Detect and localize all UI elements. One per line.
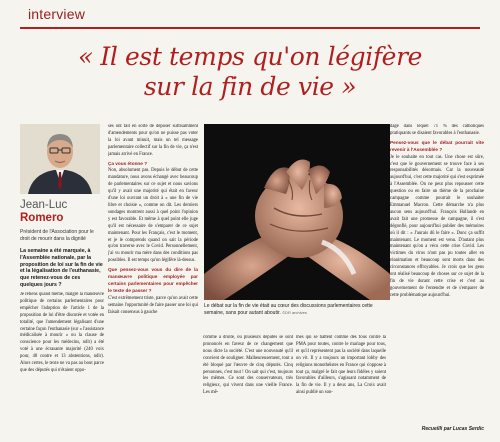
question: Pensez-vous que le débat pourrait vite revenir à l'Assemblée ? [390, 139, 484, 152]
headline [20, 42, 480, 102]
column-3-text: comme à droite, où plusieurs députés se sont prononcés en faveur de ce changement que nous dicte la société. C'est une nouveauté qu'il convient de souligner. Malheureusement, tout a été bloqué par l'œuvre de cinq députés. Cinq personnes, c'est tout ! On sait qui c'est, toujours les mêmes. Ce sont des conservateurs, très religieux, qui vivent dans une vieille France. Les mê- [203, 335, 293, 396]
column-4 [296, 335, 386, 430]
interviewee-role: Président de l'Association pour le droit de mourir dans la dignité [20, 229, 94, 242]
question: Que pensez-vous vous du dire de la manœuvre politique employée par certains parlementaires pour empêcher le texte de passer ? [108, 267, 198, 293]
column-4-text: mes qui se battent comme des fous contre la PMA pour toutes, contre le mariage pour tous, et qu'il représentent pas la société dans laquelle on vit. Il y a toujours un important lobby des religions monothéistes en France qui s'oppose à tout ça, malgré le fait que leurs fidèles y soient favorables d'ailleurs, s'agissant notamment de la fin de vie. Il y a deux ans, La Croix avait ainsi publié un son- [296, 335, 386, 396]
byline: Recueilli par Lucas Serdic [421, 426, 484, 432]
interviewee-first-name: Jean-Luc [20, 199, 68, 211]
column-2-paragraph: C'est extrêmement triste, parce qu'on avait cette semaine l'opportunité de faire passer une loi qui faisait consensus à gauche [108, 295, 198, 315]
photo-credit: ©DR archives [282, 309, 307, 315]
headline-line-2: sur la fin de vie » [143, 72, 357, 101]
interviewee-last-name: Romero [20, 212, 64, 224]
column-5-paragraph: dage dans lequel 71 % des catholiques pratiquants se disaient favorables à l'euthanasie. [390, 124, 484, 136]
interviewee-portrait [20, 124, 100, 194]
photo-caption [204, 303, 386, 316]
column-2-paragraph: sés ont fait en sorte de déposer suffisamment d'amendements pour qu'on ne puisse pas voter la loi avant minuit, mais un tel message parlementaire collectif sur la fin de vie, ça n'est jamais arrivé en France. [108, 124, 198, 157]
interviewee-name [20, 199, 104, 225]
section-rubric: interview [28, 6, 86, 22]
interviewee-caption [20, 199, 104, 242]
first-answer [20, 292, 104, 430]
photo-caption-text: Le débat sur la fin de vie était au cœur des discussions parlementaires cette semaine, sans pour autant aboutir. [204, 303, 373, 316]
headline-line-1: « Il est temps qu'on légifère [77, 42, 423, 71]
rubric-divider [20, 27, 480, 29]
first-answer-text: Je retiens quand même, malgré la manœuvre politique de certains parlementaires pour empêcher l'adoption de l'article 1 de la proposition de loi d'être discutée et votée en totalité, que l'amendement légalisant d'une certaine façon l'euthanasie (sur « l'assistance médicalisée à mourir » ou la clause de conscience pour les médecins, ndlr) a été voté à une écrasante majorité (240 voix pour, 48 contre et 13 abstentions, ndlr). Alors certes, le texte ne va pas au bout parce que des députés qui n'étaient oppo- [20, 292, 104, 373]
column-5-paragraph: Je le souhaite en tout cas. Une chose est sûre, c'est que le gouvernement se trouve face à ses responsabilités désormais. Car la nouveauté aujourd'hui, c'est cette majorité qui s'est exprimée à l'Assemblée. On ne peut plus repousser cette question ou en faire un thème de la prochaine campagne comme pourrait le souhaiter Emmanuel Macron. Cette démarche n'a plus aucun sens aujourd'hui. François Hollande en avait fait une promesse de campagne, il s'est dégonflé, pour aujourd'hui publier des mémoires où il dit : « J'aurais dû le faire ». Donc ça suffit maintenant. Le moment est venu. D'autant plus maintenant qu'on a vécu cette crise Covid. Les victimes du virus n'ont pas pu toutes aller en réanimation et beaucoup sont morts dans des circonstances effroyables. Je crois que les gens ont réalisé beaucoup de choses sur ce sujet de la fin de vie durant cette crise et c'est au gouvernement de l'entendre et de s'emparer de cette problématique aujourd'hui. [390, 154, 484, 298]
clasped-hands-photo [204, 124, 390, 300]
column-2 [108, 124, 198, 430]
first-question: La semaine a été marquée, à l'Assemblée nationale, par la proposition de loi sur la fin de vie et la légalisation de l'euthanasie, que retenez-vous de ces quelques jours ? [20, 248, 103, 288]
column-5 [390, 124, 484, 430]
column-2-paragraph: Non, absolument pas. Depuis le début de cette mandature, nous avons échangé avec beaucoup de parlementaires sur ce sujet et nous savions qu'il y avait une majorité qui était en faveur d'une loi ouvrant un droit à « une fin de vie libre et choisie », comme on dit. Les derniers sondages montrent aussi à quel point l'opinion y est favorable. Et même à quel point elle juge qu'il est nécessaire de s'emparer de ce sujet maintenant. Pour les Français, c'est le moment, et je le comprends quand on sait la période qu'on traverse avec le Covid. Personnellement, j'ai vu mourir ma mère dans des conditions pas possibles. Il est temps qu'on légifère là-dessus. [108, 168, 198, 264]
question: Ça vous étonne ? [108, 160, 148, 166]
column-3 [203, 335, 293, 430]
